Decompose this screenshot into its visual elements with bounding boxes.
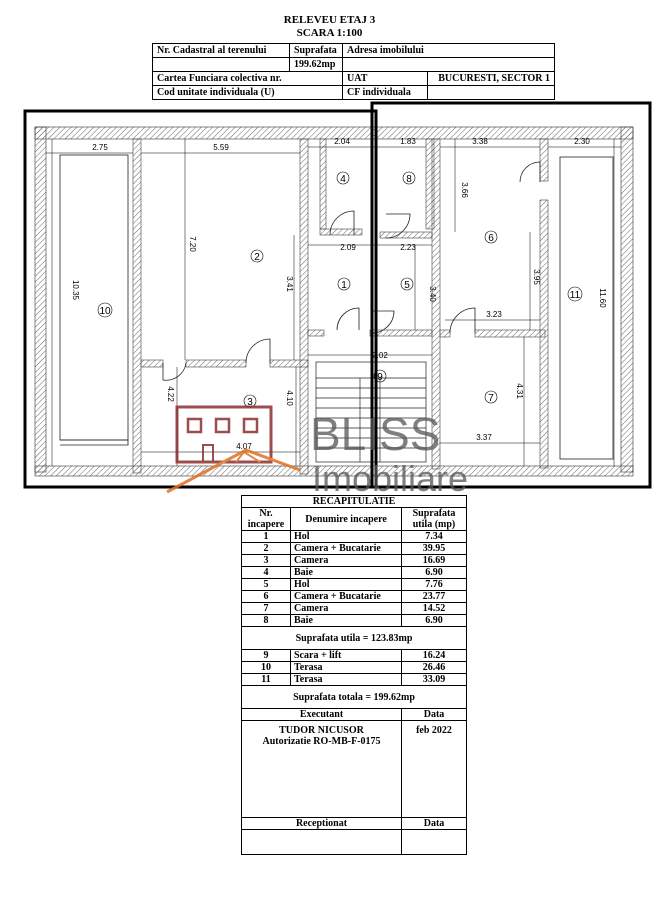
table-row <box>242 650 467 662</box>
room-area-cell: 39.95 <box>402 543 467 555</box>
room-name-cell: Camera <box>291 555 402 567</box>
room-area-cell: 23.77 <box>402 591 467 603</box>
data-label: Data <box>402 709 467 721</box>
col-name-header: Denumire incapere <box>291 508 402 531</box>
document-title: RELEVEU ETAJ 3 <box>283 14 376 26</box>
adresa-label: Adresa imobilului <box>343 44 555 58</box>
dim-label: 7.20 <box>188 236 197 252</box>
room-area-cell: 16.69 <box>402 555 467 567</box>
dim-label: 3.40 <box>428 286 437 302</box>
col-area-line1: Suprafata <box>412 508 456 519</box>
room-area-cell: 33.09 <box>402 674 467 686</box>
cod-unitate-label: Cod unitate individuala (U) <box>153 86 343 100</box>
table-row <box>242 615 467 627</box>
room-nr-cell: 7 <box>242 603 291 615</box>
room-nr-cell: 5 <box>242 579 291 591</box>
room-number: 10 <box>99 306 111 317</box>
col-area-line2: utila (mp) <box>412 519 456 530</box>
room-name-cell: Baie <box>291 615 402 627</box>
room-name-cell: Terasa <box>291 662 402 674</box>
col-nr-line1: Nr. <box>259 508 273 519</box>
col-nr-line2: incapere <box>247 519 285 530</box>
watermark-text-bliss: BLISS <box>310 408 441 460</box>
dim-label: 3.66 <box>460 182 469 198</box>
room-nr-cell: 8 <box>242 615 291 627</box>
dim-label: 2.02 <box>372 351 388 360</box>
table-row <box>242 591 467 603</box>
col-nr-header <box>242 508 291 531</box>
total-row: Suprafata totala = 199.62mp <box>242 686 467 709</box>
room-markers <box>98 172 582 407</box>
dim-label: 3.23 <box>486 310 502 319</box>
room-number: 1 <box>341 280 347 291</box>
dim-label: 3.37 <box>476 433 492 442</box>
uat-label: UAT <box>343 72 428 86</box>
room-nr-cell: 1 <box>242 531 291 543</box>
receptionat-cell <box>242 830 402 855</box>
watermark-logo <box>167 407 300 492</box>
room-nr-cell: 11 <box>242 674 291 686</box>
room-area-cell: 6.90 <box>402 567 467 579</box>
executant-date: feb 2022 <box>402 721 467 818</box>
cf-colectiva-label: Cartea Funciara colectiva nr. <box>153 72 343 86</box>
recap-table <box>241 495 467 855</box>
dim-label: 4.07 <box>236 442 252 451</box>
dim-label: 2.04 <box>334 137 350 146</box>
room-name-cell: Hol <box>291 579 402 591</box>
table-row <box>242 674 467 686</box>
recap-title: RECAPITULATIE <box>242 496 467 508</box>
dim-label: 2.30 <box>574 137 590 146</box>
receptionat-label: Receptionat <box>242 818 402 830</box>
room-number: 4 <box>340 174 346 185</box>
room-name-cell: Scara + lift <box>291 650 402 662</box>
room-numbers <box>99 174 580 408</box>
executant-cell <box>242 721 402 818</box>
dim-label: 3.41 <box>285 276 294 292</box>
room-name-cell: Camera <box>291 603 402 615</box>
receptionat-date-cell <box>402 830 467 855</box>
dim-label: 11.60 <box>598 288 607 308</box>
room-name-cell: Camera + Bucatarie <box>291 543 402 555</box>
dim-label: 3.95 <box>532 269 541 285</box>
room-number: 9 <box>377 372 383 383</box>
dimension-labels <box>71 137 607 451</box>
room-number: 6 <box>488 233 494 244</box>
room-number: 8 <box>406 174 412 185</box>
room-area-cell: 14.52 <box>402 603 467 615</box>
dim-label: 10.35 <box>71 279 80 301</box>
table-row <box>242 579 467 591</box>
dim-label: 1.83 <box>400 137 416 146</box>
executant-name: TUDOR NICUSOR <box>279 725 364 736</box>
cadastral-label: Nr. Cadastral al terenului <box>153 44 290 58</box>
room-name-cell: Hol <box>291 531 402 543</box>
room-number: 5 <box>404 280 410 291</box>
room-nr-cell: 3 <box>242 555 291 567</box>
suprafata-value: 199.62mp <box>290 58 343 72</box>
dim-label: 2.75 <box>92 143 108 152</box>
dim-label: 3.38 <box>472 137 488 146</box>
dim-label: 5.59 <box>213 143 229 152</box>
table-row <box>242 543 467 555</box>
subtotal-row: Suprafata utila = 123.83mp <box>242 627 467 650</box>
room-area-cell: 26.46 <box>402 662 467 674</box>
table-row <box>242 555 467 567</box>
room-name-cell: Terasa <box>291 674 402 686</box>
table-row <box>242 567 467 579</box>
room-name-cell: Camera + Bucatarie <box>291 591 402 603</box>
table-row <box>242 603 467 615</box>
doors <box>163 162 540 380</box>
room-number: 3 <box>247 397 253 408</box>
room-name-cell: Baie <box>291 567 402 579</box>
room-area-cell: 7.34 <box>402 531 467 543</box>
watermark-text-imobiliare: Imobiliare <box>312 458 469 495</box>
room-nr-cell: 9 <box>242 650 291 662</box>
dim-label: 4.10 <box>285 390 294 406</box>
cf-individuala-label: CF individuala <box>343 86 428 100</box>
dim-label: 4.22 <box>166 386 175 402</box>
executant-auth: Autorizatie RO-MB-F-0175 <box>262 736 381 747</box>
room-number: 2 <box>254 252 260 263</box>
room-nr-cell: 4 <box>242 567 291 579</box>
room-nr-cell: 10 <box>242 662 291 674</box>
room-area-cell: 6.90 <box>402 615 467 627</box>
dim-label: 2.09 <box>340 243 356 252</box>
uat-value: BUCURESTI, SECTOR 1 <box>428 72 555 86</box>
suprafata-label: Suprafata <box>290 44 343 58</box>
room-area-cell: 16.24 <box>402 650 467 662</box>
room-number: 11 <box>569 290 581 301</box>
table-row <box>242 531 467 543</box>
executant-label: Executant <box>242 709 402 721</box>
dim-label: 4.31 <box>515 383 524 399</box>
room-number: 7 <box>488 393 494 404</box>
col-area-header <box>402 508 467 531</box>
table-row <box>242 662 467 674</box>
room-nr-cell: 6 <box>242 591 291 603</box>
document-scale: SCARA 1:100 <box>296 27 363 39</box>
room-nr-cell: 2 <box>242 543 291 555</box>
dim-label: 2.23 <box>400 243 416 252</box>
data-label-2: Data <box>402 818 467 830</box>
room-area-cell: 7.76 <box>402 579 467 591</box>
